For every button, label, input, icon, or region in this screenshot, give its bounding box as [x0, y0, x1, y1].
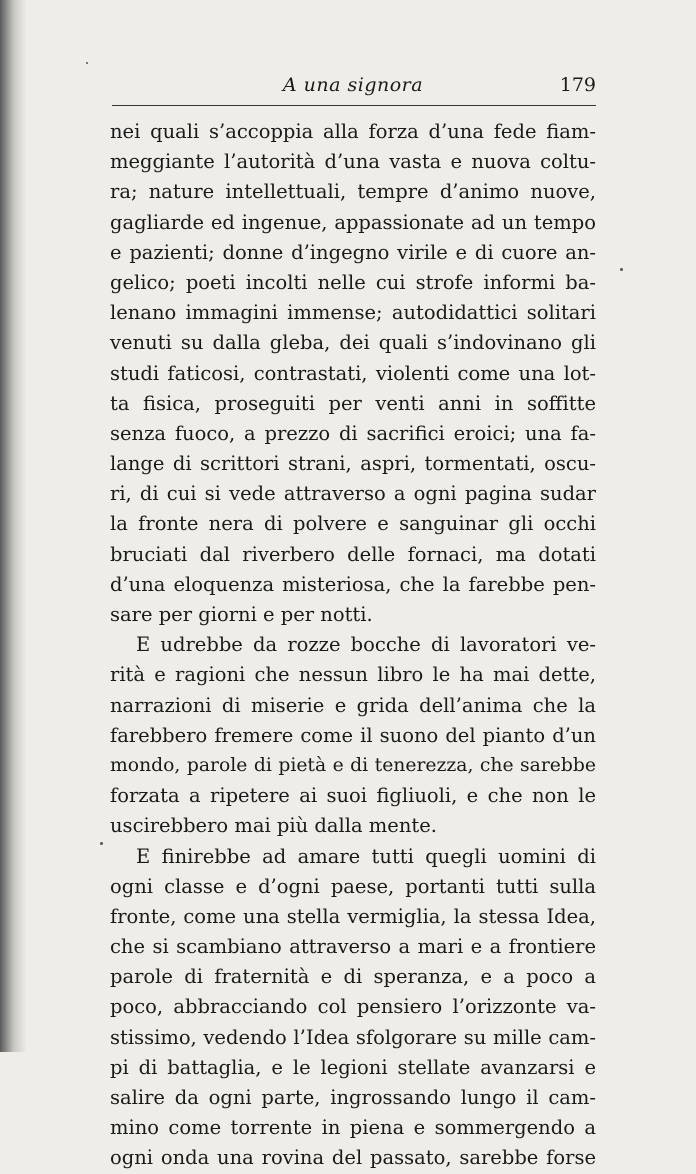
running-head-title: A una signora: [282, 74, 424, 96]
text-line: gelico; poeti incolti nelle cui strofe informi ba-: [110, 270, 596, 294]
text-line: parole di fraternità e di speranza, e a poco a: [110, 965, 596, 989]
print-speck: [86, 62, 88, 64]
text-line: mino come torrente in piena e sommergendo a: [110, 1116, 596, 1140]
text-line: lange di scrittori strani, aspri, tormentati, oscu-: [110, 452, 596, 476]
text-line: fronte, come una stella vermiglia, la stessa Idea,: [110, 904, 596, 928]
text-line: uscirebbero mai più dalla mente.: [110, 814, 437, 838]
print-speck: [620, 268, 623, 271]
running-head: [110, 74, 596, 104]
text-line: venuti su dalla gleba, dei quali s’indovinano gli: [110, 331, 596, 355]
text-line-paragraph-start: E udrebbe da rozze bocche di lavoratori ve-: [136, 633, 596, 657]
text-line: forzata a ripetere ai suoi figliuoli, e che non le: [110, 784, 596, 808]
text-line: poco, abbracciando col pensiero l’orizzonte va-: [110, 995, 596, 1019]
text-line: pi di battaglia, e le legioni stellate avanzarsi e: [110, 1055, 596, 1079]
text-line: rità e ragioni che nessun libro le ha mai dette,: [110, 663, 596, 687]
text-line: mondo, parole di pietà e di tenerezza, che sarebbe: [110, 754, 596, 776]
text-line: ogni onda una rovina del passato, sarebbe forse: [110, 1146, 596, 1170]
text-line: sare per giorni e per notti.: [110, 603, 373, 626]
header-rule: [112, 105, 596, 106]
text-line: meggiante l’autorità d’una vasta e nuova coltu-: [110, 150, 596, 174]
text-line: bruciati dal riverbero delle fornaci, ma dotati: [110, 542, 596, 566]
page-number: 179: [559, 74, 596, 96]
text-line: d’una eloquenza misteriosa, che la farebbe pen-: [110, 572, 596, 596]
text-line: ogni classe e d’ogni paese, portanti tutti sulla: [110, 874, 596, 898]
text-line: nei quali s’accoppia alla forza d’una fede fiam-: [110, 120, 596, 143]
text-line-paragraph-start: E finirebbe ad amare tutti quegli uomini di: [136, 844, 596, 868]
text-line: farebbero fremere come il suono del pianto d’un: [110, 723, 596, 747]
print-speck: [100, 842, 103, 845]
text-line: gagliarde ed ingenue, appassionate ad un tempo: [110, 210, 596, 234]
text-line: e pazienti; donne d’ingegno virile e di cuore an-: [110, 240, 596, 264]
body-text: [110, 117, 596, 1174]
text-line: narrazioni di miserie e grida dell’anima che la: [110, 693, 596, 717]
text-line: ri, di cui si vede attraverso a ogni pagina sudar: [110, 482, 596, 506]
text-line: studi faticosi, contrastati, violenti come una lot-: [110, 361, 596, 385]
text-line: ra; nature intellettuali, tempre d’animo nuove,: [110, 180, 596, 204]
text-line: lenano immagini immense; autodidattici solitari: [110, 301, 596, 325]
text-line: stissimo, vedendo l’Idea sfolgorare su mille cam-: [110, 1025, 596, 1049]
text-line: ta fisica, proseguiti per venti anni in soffitte: [110, 391, 596, 415]
text-line: salire da ogni parte, ingrossando lungo il cam-: [110, 1086, 596, 1109]
text-line: che si scambiano attraverso a mari e a frontiere: [110, 935, 596, 959]
text-line: senza fuoco, a prezzo di sacrifici eroici; una fa-: [110, 421, 596, 445]
text-line: la fronte nera di polvere e sanguinar gli occhi: [110, 512, 596, 536]
